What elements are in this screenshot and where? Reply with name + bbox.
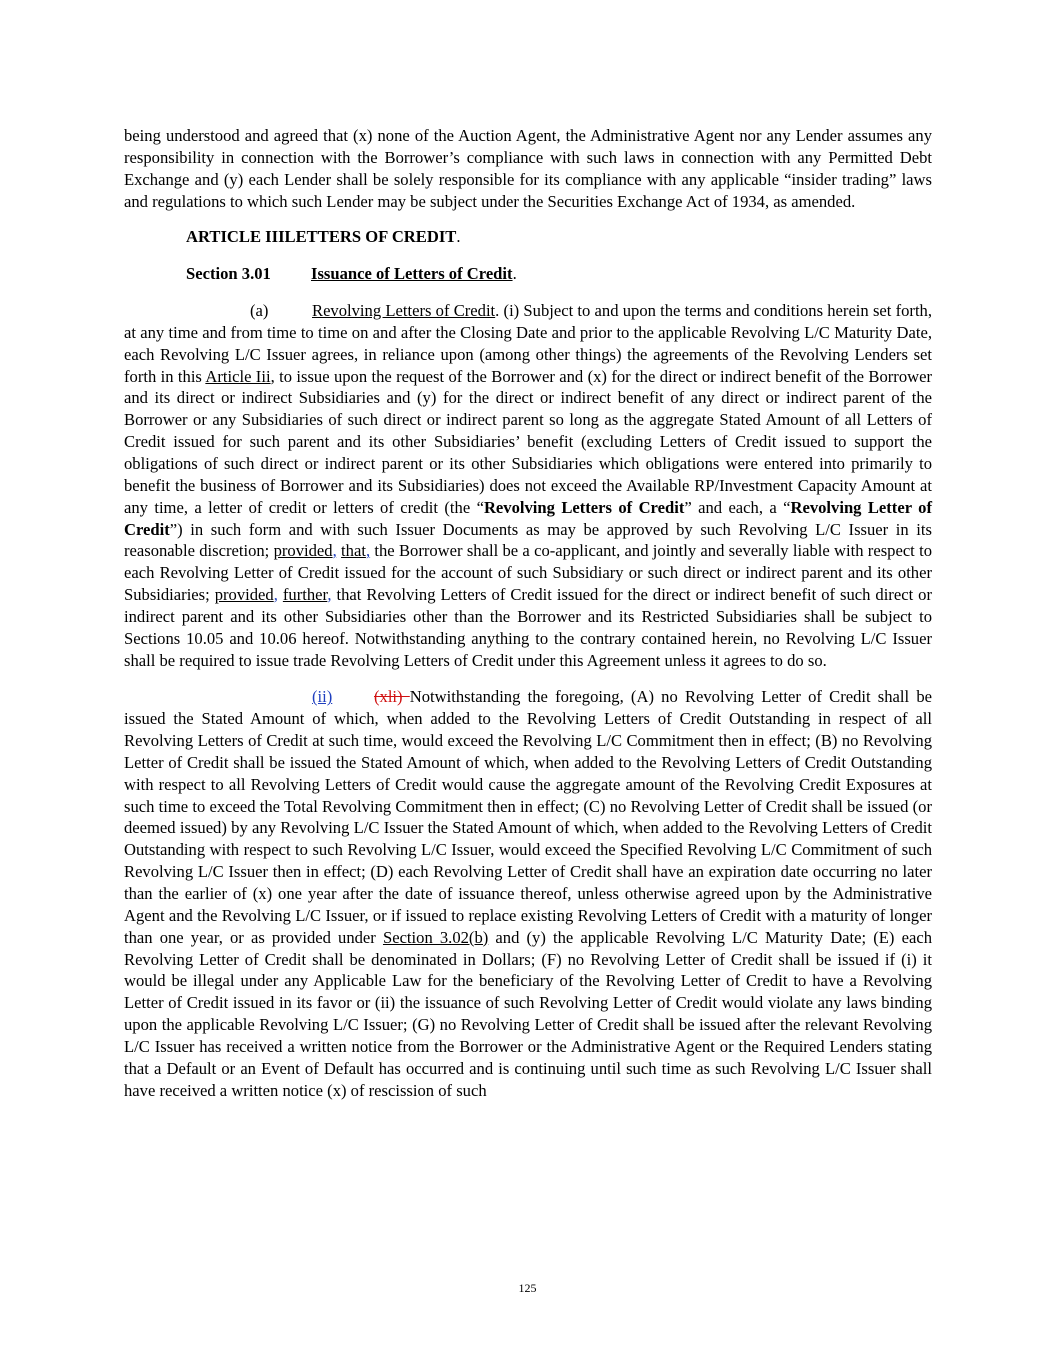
defined-term-revolving-letter: Revolving Letter of Credit — [124, 497, 932, 539]
document-page — [124, 125, 932, 1101]
inserted-comma: , — [365, 541, 371, 561]
paragraph-a-text-4: ”) in such form and with such Issuer Documents as may be approved by such Revolving L/C Issuer in its reasonable discretion; — [124, 519, 932, 561]
provided-term: provided — [273, 541, 333, 561]
inserted-comma: , — [327, 585, 332, 605]
paragraph-ii — [124, 686, 932, 1101]
section-period: . — [512, 264, 517, 284]
paragraph-ii-text-2: and (y) the applicable Revolving L/C Maturity Date; (E) each Revolving Letter of Credit shall be denominated in Dollars; (F) no Revolving Letter of Credit shall be issued if (i) it would be illegal under any Applicable Law for the beneficiary of the Revolving Letter of Credit to have a Revolving Letter of Credit issued in its favor or (ii) the issuance of such Revolving Letter of Credit would violate any laws binding upon the applicable Revolving L/C Issuer; (G) no Revolving Letter of Credit shall be issued after the relevant Revolving L/C Issuer has received a written notice from the Borrower or the Administrative Agent or the Required Lenders stating that a Default or an Event of Default has occurred and is continuing until such time as such Revolving L/C Issuer shall have received a written notice (x) of rescission of such — [124, 927, 932, 1100]
article-heading — [186, 226, 932, 248]
inserted-comma: , — [332, 541, 337, 561]
paragraph-a-text-5: the Borrower shall be a co-applicant, and jointly and severally liable with respect to each Revolving Letter of Credit issued for the account of such Subsidiary or such direct or indirect parent and its other Subsidiaries; — [124, 541, 932, 605]
section-title: Issuance of Letters of Credit — [311, 264, 513, 284]
provided-term: provided — [214, 585, 274, 605]
paragraph-a-text-2: , to issue upon the request of the Borrower and (x) for the direct or indirect benefit of the Borrower and its direct or indirect Subsidiaries and (y) for the direct or indirect benefit of any direct or indirect parent of the Borrower or any Subsidiaries of such direct or indirect parent so long as the aggregate Stated Amount of all Letters of Credit issued for such parent and its other Subsidiaries’ benefit (excluding Letters of Credit issued to support the obligations of such direct or indirect parent or its other Subsidiaries which obligations were entered into primarily to benefit the business of Borrower and its Subsidiaries) does not exceed the Available RP/Investment Capacity Amount at any time, a letter of credit or letters of credit (the “ — [124, 366, 932, 517]
article-period: . — [456, 227, 461, 247]
section-heading — [186, 263, 932, 285]
paragraph-a-title: Revolving Letters of Credit — [312, 301, 496, 321]
inserted-label: (ii) — [312, 687, 333, 707]
section-reference-link[interactable]: Section 3.02(b) — [382, 927, 489, 947]
that-term: that — [341, 541, 366, 561]
page-number: 125 — [518, 1281, 537, 1295]
section-number: Section 3.01 — [186, 264, 271, 284]
defined-term-revolving-letters: Revolving Letters of Credit — [483, 497, 685, 517]
paragraph-ii-text-1: Notwithstanding the foregoing, (A) no Revolving Letter of Credit shall be issued the Stated Amount of which, when added to the Revolving Letters of Credit Outstanding in respect of all Revolving Letters of Credit at such time, would exceed the Revolving L/C Commitment then in effect; (B) no Revolving Letter of Credit shall be issued the Stated Amount of which, when added to the Revolving Letters of Credit Outstanding with respect to all Revolving Letters of Credit would cause the aggregate amount of the Revolving Credit Exposures at such time to exceed the Total Revolving Commitment then in effect; (C) no Revolving Letter of Credit shall be issued (or deemed issued) by any Revolving L/C Issuer the Stated Amount of which, when added to the Revolving Letters of Credit Outstanding with respect to such Revolving L/C Issuer, would exceed the Specified Revolving L/C Commitment of such Revolving L/C Issuer then in effect; (D) each Revolving Letter of Credit shall have an expiration date occurring no later than the earlier of (x) one year after the date of issuance thereof, unless otherwise agreed upon by the Administrative Agent and the Revolving L/C Issuer, or if issued to replace existing Revolving Letters of Credit with a maturity of longer than one year, or as provided under — [124, 687, 932, 947]
paragraph-a-text-3: ” and each, a “ — [684, 497, 791, 517]
paragraph-a-label: (a) — [250, 301, 269, 321]
paragraph-a — [124, 300, 932, 671]
deleted-label: (xli) — [374, 687, 410, 707]
paragraph-a-text-1: . (i) Subject to and upon the terms and conditions herein set forth, at any time and from time to time on and after the Closing Date and prior to the applicable Revolving L/C Maturity Date, each Revolving L/C Issuer agrees, in reliance upon (among other things) the agreements of the Revolving Lenders set forth in this — [124, 301, 932, 386]
article-title: ARTICLE IIILETTERS OF CREDIT — [186, 227, 457, 247]
inserted-comma: , — [273, 585, 278, 605]
paragraph-ii-label-wrap — [124, 686, 374, 708]
paragraph-a-text-6: that Revolving Letters of Credit issued for the direct or indirect benefit of such direct or indirect parent and its other Subsidiaries other than the Borrower and its Restricted Subsidiaries shall be subject to Sections 10.05 and 10.06 hereof. Notwithstanding anything to the contrary contained herein, no Revolving L/C Issuer shall be required to issue trade Revolving Letters of Credit under this Agreement unless it agrees to do so. — [124, 585, 932, 670]
intro-paragraph: being understood and agreed that (x) none of the Auction Agent, the Administrative Agent nor any Lender assumes any responsibility in connection with the Borrower’s compliance with such laws in connection with any Permitted Debt Exchange and (y) each Lender shall be solely responsible for its compliance with any applicable “insider trading” laws and regulations to which such Lender may be subject under the Securities Exchange Act of 1934, as amended. — [124, 126, 932, 211]
further-term: further — [282, 585, 328, 605]
article-reference-link[interactable]: Article Iii — [205, 366, 271, 386]
